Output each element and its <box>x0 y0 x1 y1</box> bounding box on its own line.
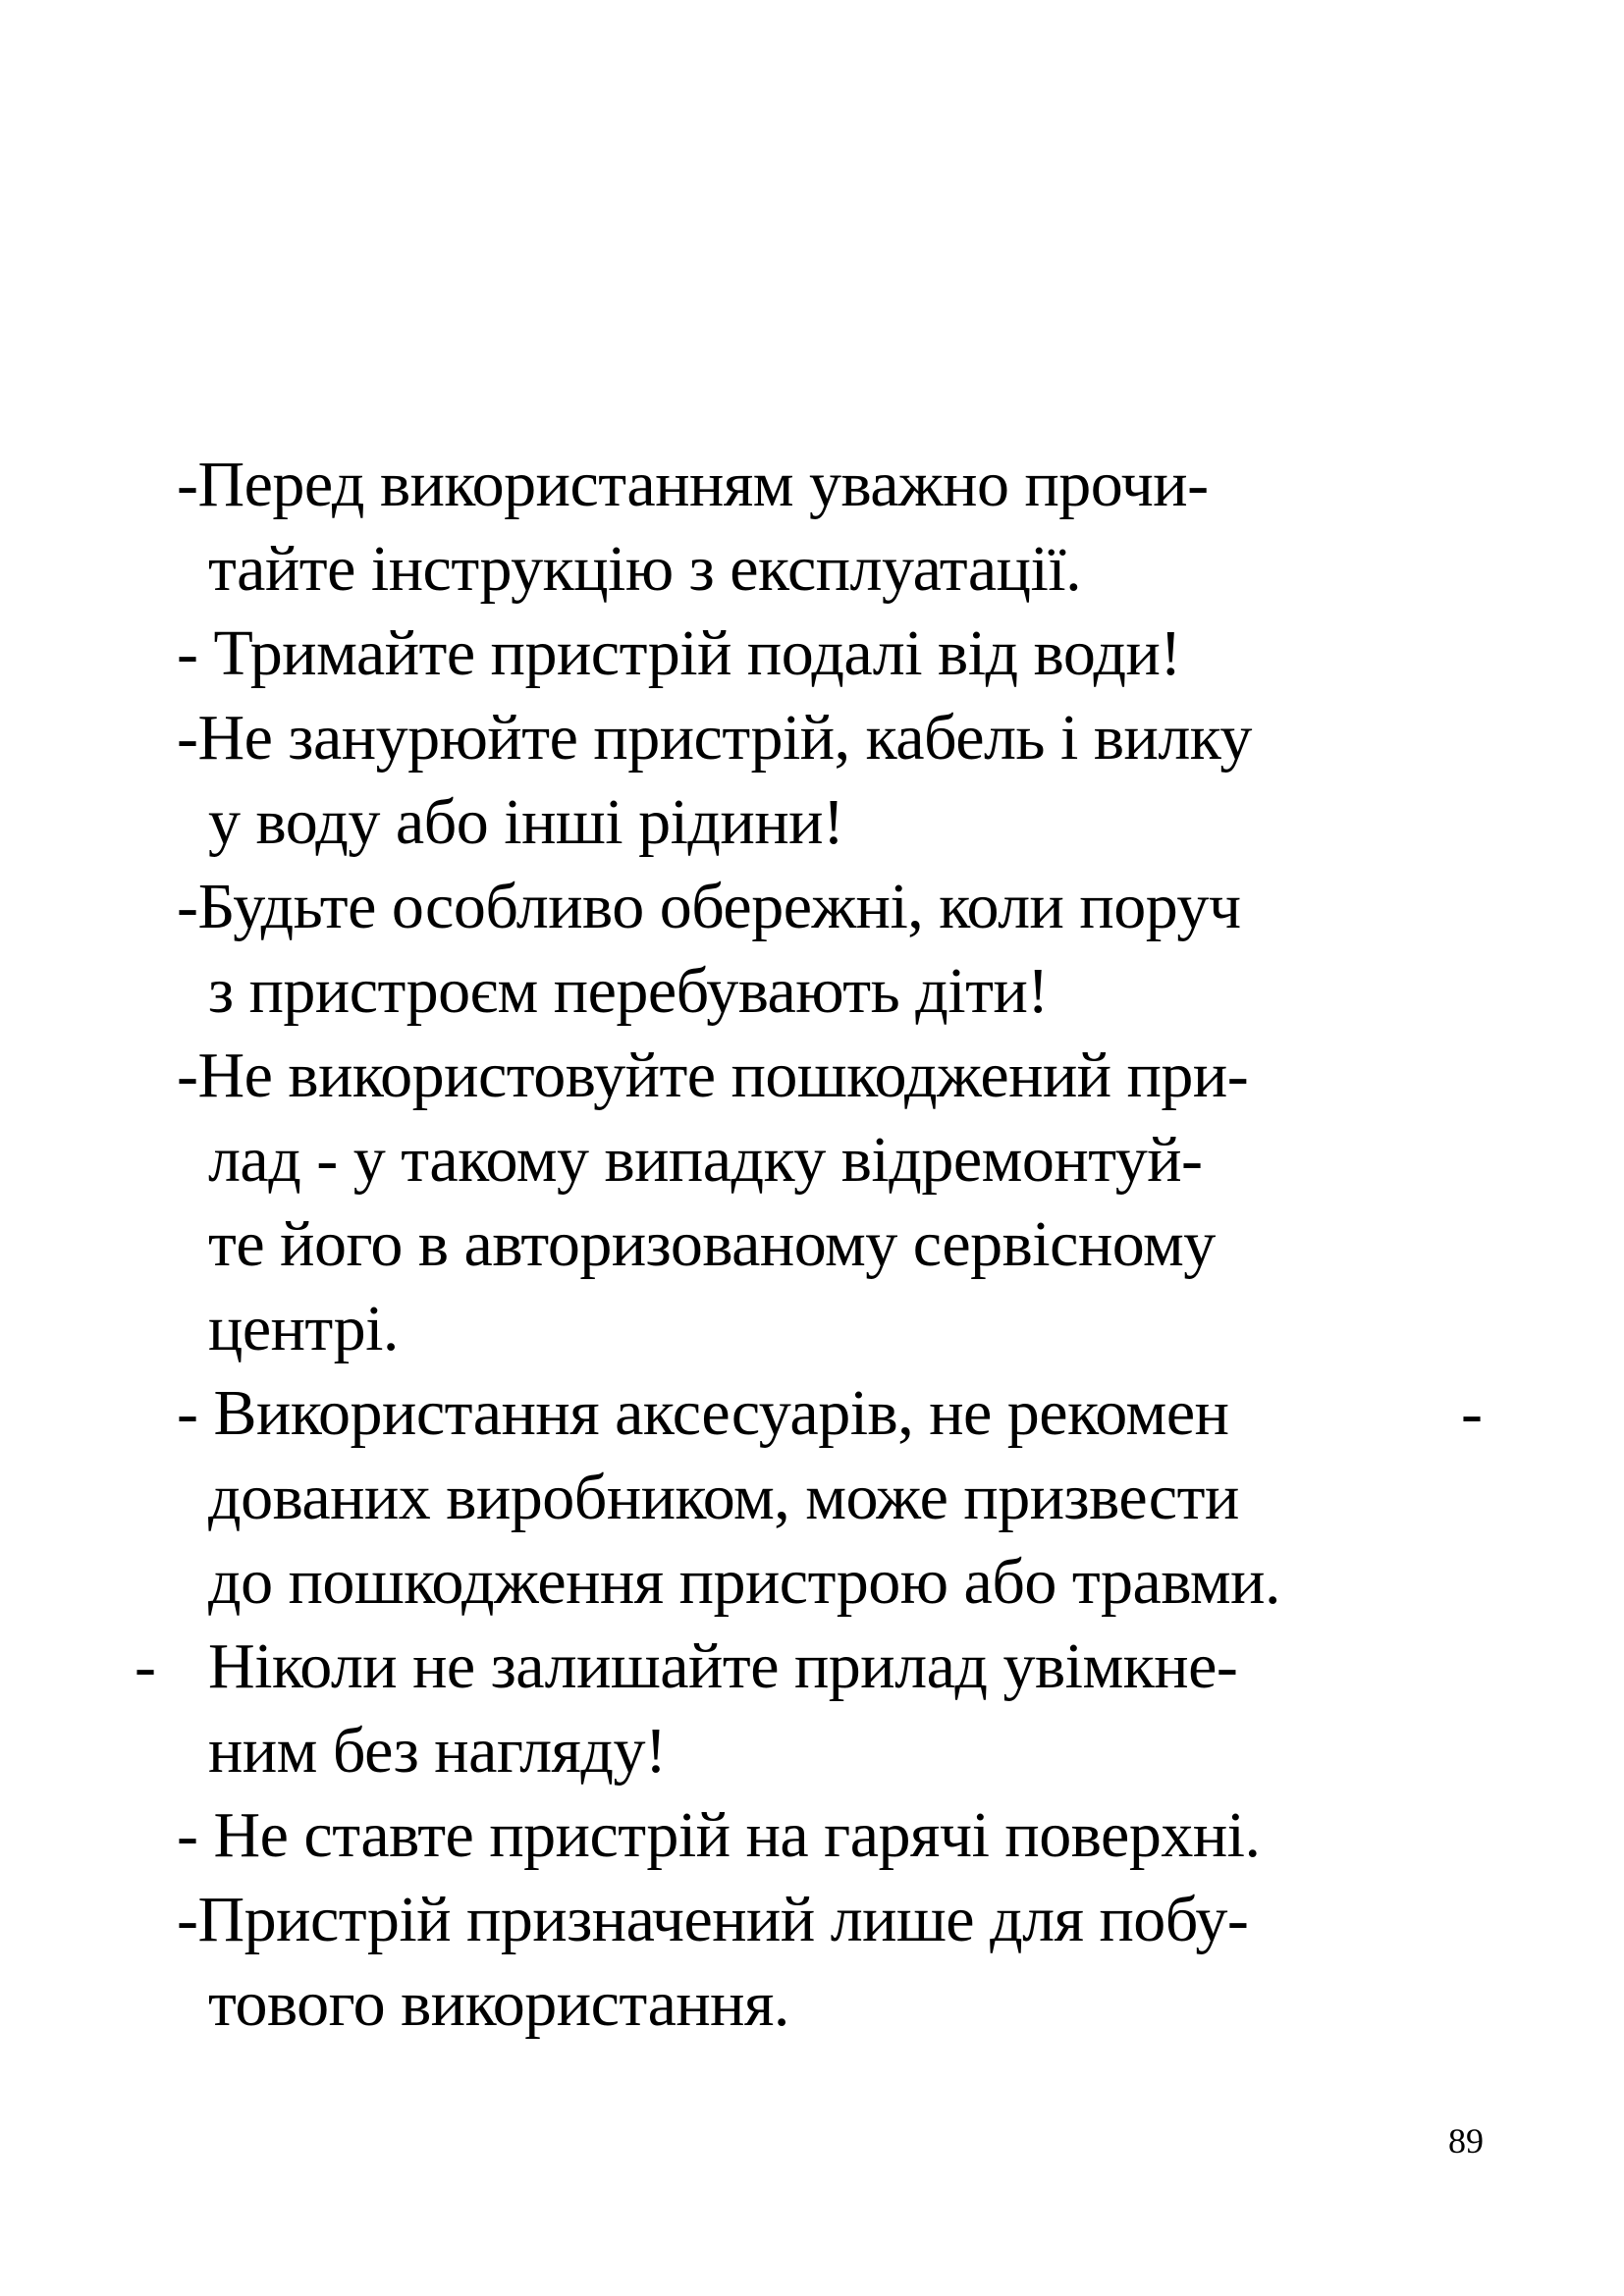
text-line: - Тримайте пристрій подалі від води! <box>177 617 1181 689</box>
text-line: Ніколи не залишайте прилад увімкне- <box>208 1630 1238 1702</box>
text-line: з пристроєм перебувають діти! <box>208 955 1049 1027</box>
text-line: центрі. <box>208 1293 399 1364</box>
text-line: - Не ставте пристрій на гарячі поверхні. <box>177 1799 1261 1871</box>
text-line: тайте інструкцію з експлуатації. <box>208 533 1082 605</box>
text-line: ним без нагляду! <box>208 1715 667 1787</box>
text-line: -Не занурюйте пристрій, кабель і вилку <box>177 702 1252 774</box>
stray-dash: - <box>1461 1377 1483 1449</box>
text-line: те його в авторизованому сервісному <box>208 1208 1216 1280</box>
text-line: дованих виробником, може призвести <box>208 1462 1239 1533</box>
text-line: -Не використовуйте пошкоджений при- <box>177 1040 1249 1111</box>
text-line: -Будьте особливо обережні, коли поруч <box>177 871 1241 942</box>
bullet-dash: - <box>135 1630 156 1702</box>
text-line: до пошкодження пристрою або травми. <box>208 1546 1280 1618</box>
text-line: лад - у такому випадку відремонтуй- <box>208 1124 1203 1196</box>
text-line: -Пристрій призначений лише для побу- <box>177 1884 1249 1955</box>
text-line: тового використання. <box>208 1968 789 2040</box>
text-line: - Використання аксесуарів, не рекомен <box>177 1377 1229 1449</box>
text-line: -Перед використанням уважно прочи- <box>177 449 1209 520</box>
text-line: у воду або інші рідини! <box>208 786 844 858</box>
page-number: 89 <box>1448 2121 1484 2161</box>
